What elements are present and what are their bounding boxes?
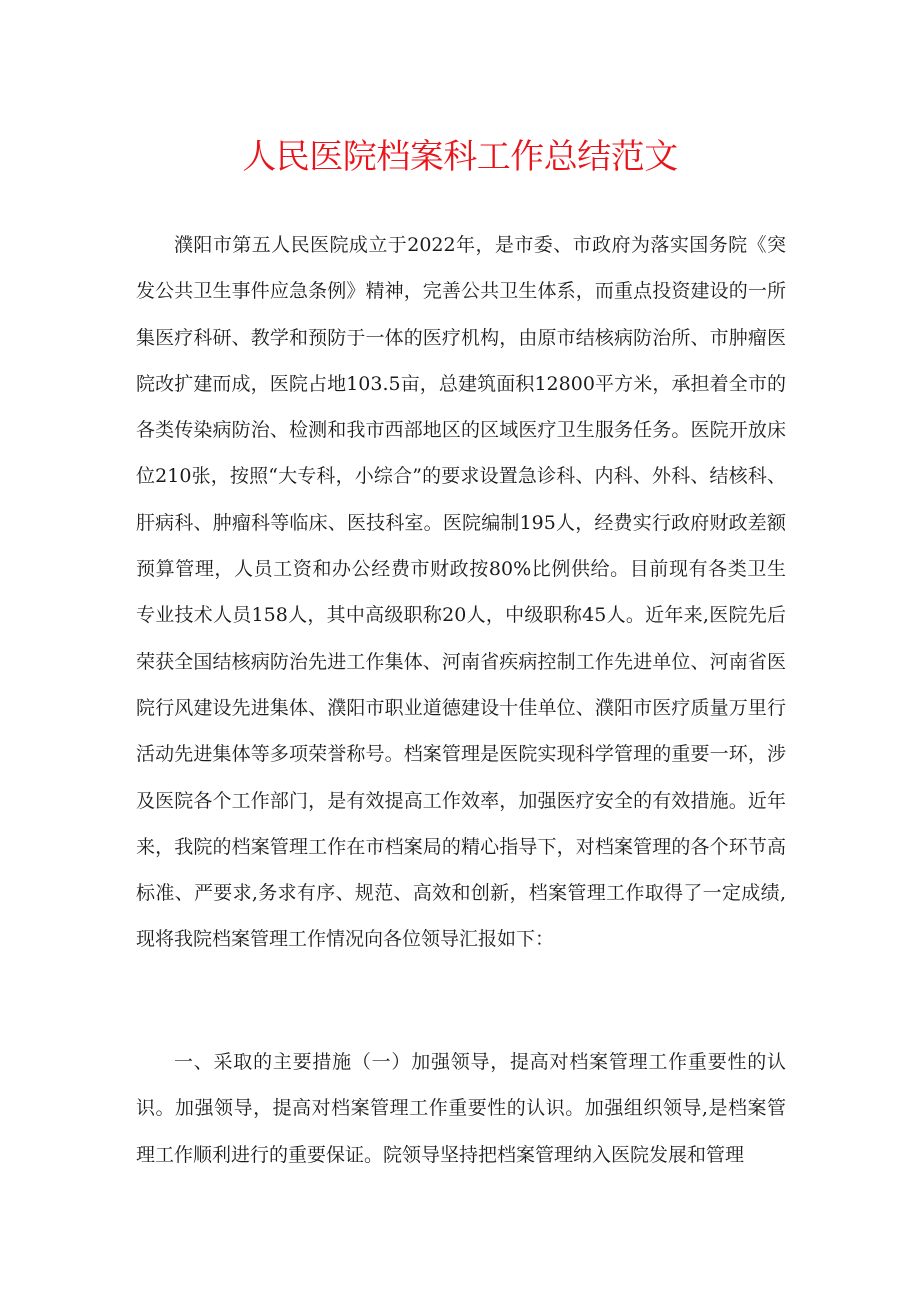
document-title: 人民医院档案科工作总结范文 [242,137,678,177]
body-paragraph-measures: 一、采取的主要措施（一）加强领导，提高对档案管理工作重要性的认识。加强领导，提高对档案管理工作重要性的认识。加强组织领导,是档案管理工作顺利进行的重要保证。院领导坚持把档案管理纳入医院发展和管理 [136,1051,786,1166]
body-paragraph-intro: 濮阳市第五人民医院成立于2022年，是市委、市政府为落实国务院《突发公共卫生事件应急条例》精神，完善公共卫生体系，而重点投资建设的一所集医疗科研、教学和预防于一体的医疗机构，由原市结核病防治所、市肿瘤医院改扩建而成，医院占地103.5亩，总建筑面积12800平方米，承担着全市的各类传染病防治、检测和我市西部地区的区域医疗卫生服务任务。医院开放床位210张，按照“大专科，小综合”的要求设置急诊科、内科、外科、结核科、肝病科、肿瘤科等临床、医技科室。医院编制195人，经费实行政府财政差额预算管理，人员工资和办公经费市财政按80%比例供给。目前现有各类卫生专业技术人员158人，其中高级职称20人，中级职称45人。近年来,医院先后荣获全国结核病防治先进工作集体、河南省疾病控制工作先进单位、河南省医院行风建设先进集体、濮阳市职业道德建设十佳单位、濮阳市医疗质量万里行活动先进集体等多项荣誉称号。档案管理是医院实现科学管理的重要一环，涉及医院各个工作部门，是有效提高工作效率，加强医疗安全的有效措施。近年来，我院的档案管理工作在市档案局的精心指导下，对档案管理的各个环节高标准、严要求,务求有序、规范、高效和创新，档案管理工作取得了一定成绩,现将我院档案管理工作情况向各位领导汇报如下： [136,234,786,951]
